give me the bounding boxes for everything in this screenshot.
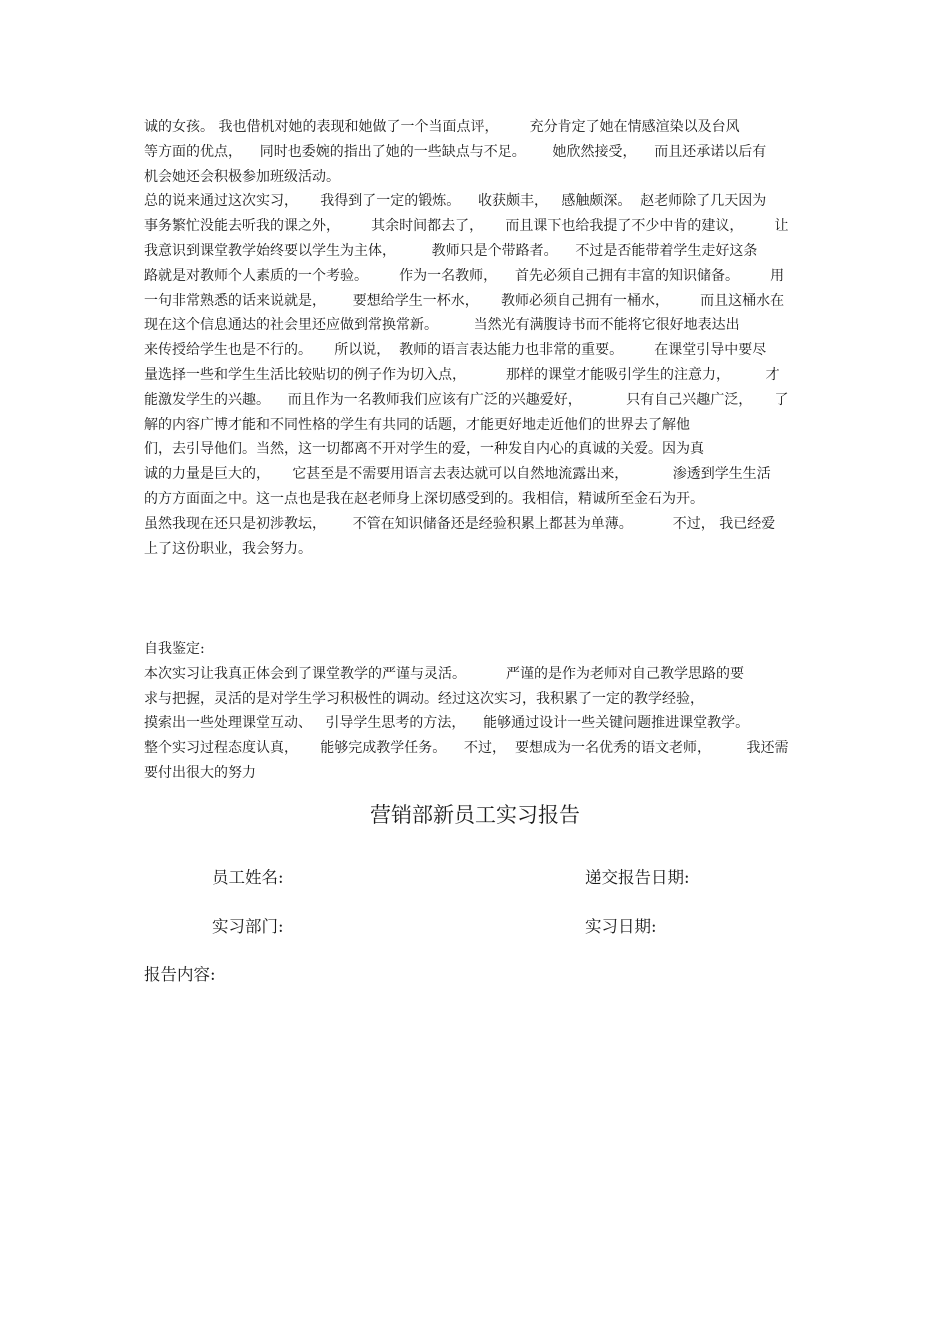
text-line: 我意识到课堂教学始终要以学生为主体， 教师只是个带路者。 不过是否能带着学生走好这条	[144, 242, 758, 259]
text-line: 的方方面面之中。这一点也是我在赵老师身上深切感受到的。我相信，精诚所至金石为开。	[144, 490, 704, 507]
text-line: 虽然我现在还只是初涉教坛， 不管在知识储备还是经验积累上都甚为单薄。 不过， 我已经爱	[144, 515, 776, 532]
report-title: 营销部新员工实习报告	[370, 803, 580, 827]
text-line: 上了这份职业，我会努力。	[144, 540, 312, 557]
text-line: 能激发学生的兴趣。 而且作为一名教师我们应该有广泛的兴趣爱好， 只有自己兴趣广泛， 了	[144, 391, 789, 408]
report-content-label: 报告内容:	[144, 965, 216, 984]
text-line: 来传授给学生也是不行的。 所以说， 教师的语言表达能力也非常的重要。 在课堂引导中要尽	[144, 342, 767, 359]
text-line: 摸索出一些处理课堂互动、 引导学生思考的方法， 能够通过设计一些关键问题推进课堂教学。	[144, 715, 750, 732]
submit-date-label: 递交报告日期:	[585, 868, 690, 887]
self-evaluation-heading: 自我鉴定:	[144, 641, 205, 657]
text-line: 现在这个信息通达的社会里还应做到常换常新。 当然光有满腹诗书而不能将它很好地表达出	[144, 317, 740, 334]
text-line: 诚的力量是巨大的， 它甚至是不需要用语言去表达就可以自然地流露出来， 渗透到学生生活	[144, 466, 771, 483]
text-line: 总的说来通过这次实习， 我得到了一定的锻炼。 收获颇丰， 感触颇深。 赵老师除了几天因为	[144, 193, 767, 210]
text-line: 整个实习过程态度认真， 能够完成教学任务。 不过， 要想成为一名优秀的语文老师， 我还需	[144, 740, 789, 757]
text-line: 诚的女孩。 我也借机对她的表现和她做了一个当面点评， 充分肯定了她在情感渲染以及台风	[144, 119, 740, 135]
text-line: 要付出很大的努力	[144, 764, 256, 781]
internship-period-label: 实习日期:	[585, 917, 657, 936]
employee-name-label: 员工姓名:	[212, 868, 284, 887]
text-line: 量选择一些和学生生活比较贴切的例子作为切入点， 那样的课堂才能吸引学生的注意力， 才	[144, 366, 780, 383]
self-evaluation-section	[144, 637, 824, 786]
text-line: 事务繁忙没能去听我的课之外， 其余时间都去了， 而且课下也给我提了不少中肯的建议， 让	[144, 218, 789, 235]
text-line: 一句非常熟悉的话来说就是， 要想给学生一杯水， 教师必须自己拥有一桶水， 而且这桶水在	[144, 292, 785, 309]
department-label: 实习部门:	[212, 917, 284, 936]
text-line: 本次实习让我真正体会到了课堂教学的严谨与灵活。 严谨的是作为老师对自己教学思路的要	[144, 665, 745, 682]
text-line: 路就是对教师个人素质的一个考验。 作为一名教师， 首先必须自己拥有丰富的知识储备。 用	[144, 267, 785, 284]
text-line: 求与把握，灵活的是对学生学习积极性的调动。经过这次实习，我积累了一定的教学经验，	[144, 690, 704, 707]
text-line: 等方面的优点， 同时也委婉的指出了她的一些缺点与不足。 她欣然接受， 而且还承诺以后有	[144, 143, 767, 160]
text-line: 解的内容广博才能和不同性格的学生有共同的话题，才能更好地走近他们的世界去了解他	[144, 416, 690, 433]
reflection-paragraph	[144, 115, 824, 561]
text-line: 们，去引导他们。当然，这一切都离不开对学生的爱，一种发自内心的真诚的关爱。因为真	[144, 441, 704, 458]
text-line: 机会她还会积极参加班级活动。	[144, 168, 340, 185]
